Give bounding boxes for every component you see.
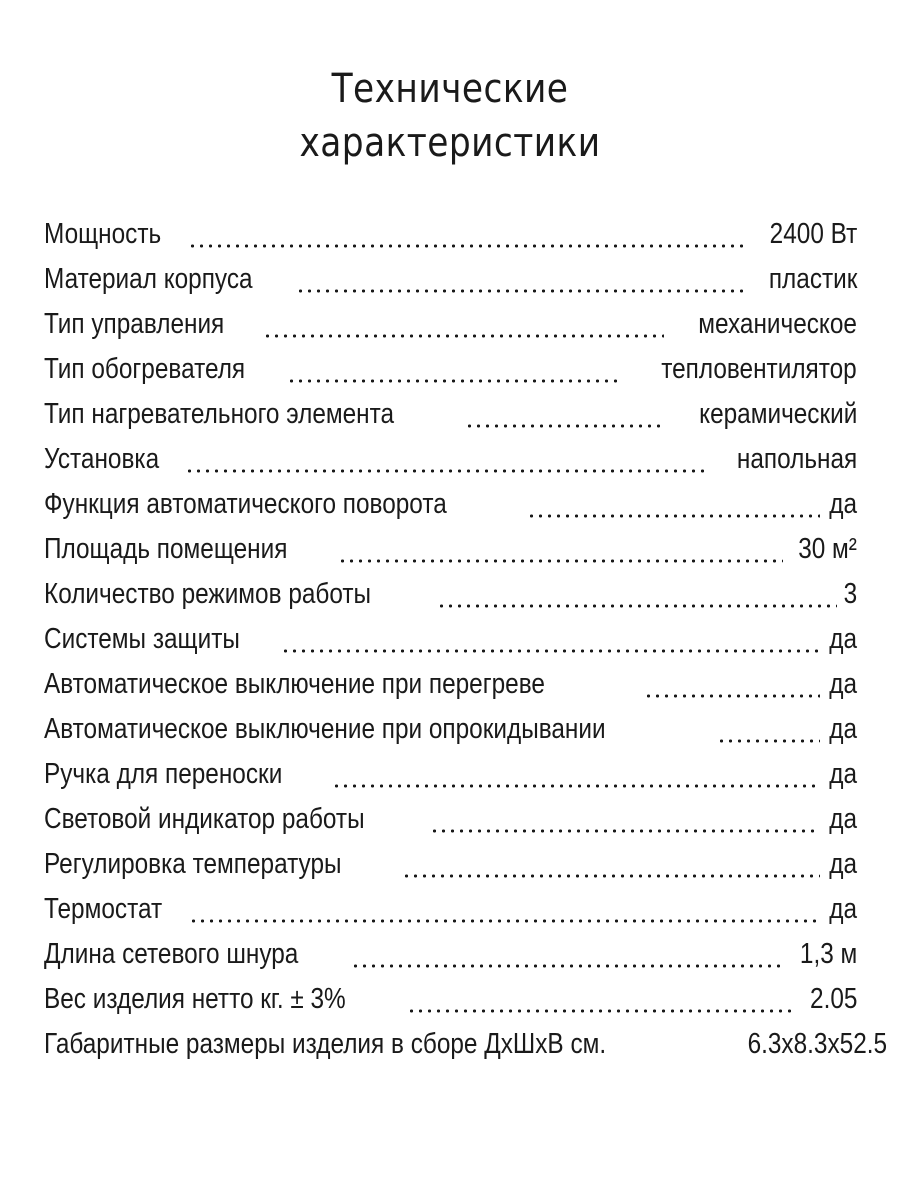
dot-leader xyxy=(189,887,820,932)
dot-leader xyxy=(430,797,820,842)
spec-value: 2.05 xyxy=(809,983,857,1015)
page-title xyxy=(63,62,837,170)
spec-row-control-type xyxy=(44,302,857,347)
dot-leader xyxy=(281,617,820,662)
spec-row-temperature-control xyxy=(44,842,857,887)
dot-leader xyxy=(296,257,747,302)
title-line-1: Технические xyxy=(331,66,569,112)
dot-leader xyxy=(332,752,820,797)
spec-value: тепловентилятор xyxy=(661,353,857,385)
spec-value: керамический xyxy=(698,398,857,430)
dot-leader xyxy=(717,707,820,752)
spec-label: Тип управления xyxy=(44,308,225,340)
spec-row-carry-handle xyxy=(44,752,857,797)
spec-row-heating-element xyxy=(44,392,857,437)
spec-value: да xyxy=(829,758,857,790)
spec-label: Вес изделия нетто кг. ± 3% xyxy=(44,983,346,1015)
spec-row-power xyxy=(44,212,857,257)
spec-label: Установка xyxy=(44,443,160,475)
dot-leader xyxy=(527,482,819,527)
spec-row-thermostat xyxy=(44,887,857,932)
dot-leader xyxy=(338,527,783,572)
spec-row-auto-rotation xyxy=(44,482,857,527)
dot-leader xyxy=(402,842,820,887)
spec-value: да xyxy=(829,803,857,835)
spec-value: 3 xyxy=(843,578,857,610)
dot-leader xyxy=(263,302,664,347)
spec-label: Функция автоматического поворота xyxy=(44,488,447,520)
spec-row-overheat-shutoff xyxy=(44,662,857,707)
dot-leader xyxy=(437,572,837,617)
spec-value: да xyxy=(829,488,857,520)
spec-label: Автоматическое выключение при опрокидывании xyxy=(44,713,606,745)
dot-leader xyxy=(287,347,620,392)
spec-label: Мощность xyxy=(44,218,162,250)
spec-label: Тип нагревательного элемента xyxy=(44,398,395,430)
spec-value: напольная xyxy=(736,443,857,475)
spec-row-tipover-shutoff xyxy=(44,707,857,752)
spec-label: Световой индикатор работы xyxy=(44,803,365,835)
dot-leader xyxy=(465,392,665,437)
spec-row-net-weight xyxy=(44,977,857,1022)
spec-label: Габаритные размеры изделия в сборе ДхШхВ см. xyxy=(44,1028,607,1060)
spec-value: да xyxy=(829,713,857,745)
spec-value: 6.3х8.3х52.5 xyxy=(747,1028,888,1060)
title-line-2: характеристики xyxy=(299,120,601,166)
spec-value: пластик xyxy=(768,263,857,295)
spec-label: Длина сетевого шнура xyxy=(44,938,299,970)
dot-leader xyxy=(185,437,710,482)
spec-value: да xyxy=(829,848,857,880)
dot-leader xyxy=(351,932,785,977)
spec-label: Площадь помещения xyxy=(44,533,288,565)
spec-row-heater-type xyxy=(44,347,857,392)
spec-label: Автоматическое выключение при перегреве xyxy=(44,668,545,700)
spec-value: механическое xyxy=(698,308,857,340)
spec-list xyxy=(44,212,888,1067)
dot-leader xyxy=(407,977,796,1022)
spec-label: Системы защиты xyxy=(44,623,240,655)
spec-row-modes-count xyxy=(44,572,857,617)
spec-value: 1,3 м xyxy=(799,938,857,970)
spec-label: Тип обогревателя xyxy=(44,353,246,385)
dot-leader xyxy=(644,662,820,707)
spec-value: 30 м² xyxy=(798,533,857,565)
dot-leader xyxy=(188,212,749,257)
spec-value: да xyxy=(829,893,857,925)
spec-row-protection-systems xyxy=(44,617,857,662)
spec-label: Ручка для переноски xyxy=(44,758,283,790)
spec-value: да xyxy=(829,668,857,700)
spec-value: да xyxy=(829,623,857,655)
spec-label: Количество режимов работы xyxy=(44,578,372,610)
spec-row-cord-length xyxy=(44,932,857,977)
spec-label: Материал корпуса xyxy=(44,263,253,295)
spec-row-dimensions xyxy=(44,1022,888,1067)
spec-row-indicator-light xyxy=(44,797,857,842)
spec-row-body-material xyxy=(44,257,857,302)
spec-value: 2400 Вт xyxy=(769,218,857,250)
spec-row-room-area xyxy=(44,527,857,572)
spec-label: Термостат xyxy=(44,893,163,925)
spec-row-installation xyxy=(44,437,857,482)
spec-label: Регулировка температуры xyxy=(44,848,342,880)
